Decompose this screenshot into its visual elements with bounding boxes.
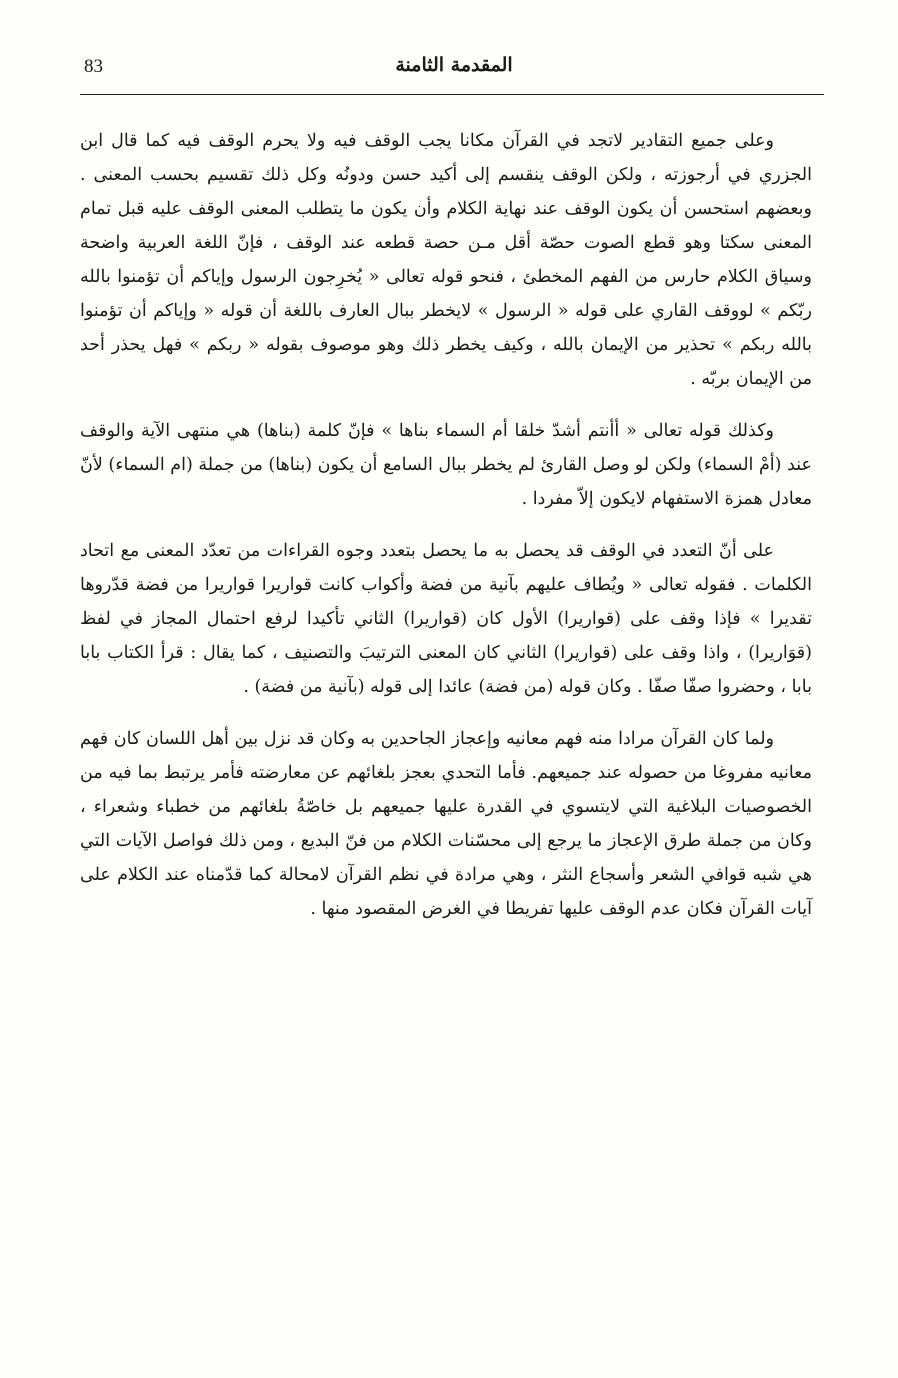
running-title: المقدمة الثامنة bbox=[395, 54, 513, 76]
header-rule bbox=[80, 94, 824, 95]
paragraph-3: على أنّ التعدد في الوقف قد يحصل به ما يحصل بتعدد وجوه القراءات من تعدّد المعنى مع اتحاد الكلمات . فقوله تعالى « ويُطاف عليهم بآنية من فضة وأكواب كانت قواريرا قواريرا من فضة قدّروها تقديرا » فإذا وقف على (قواريرا) الأول كان (قواريرا) الثاني تأكيدا لرفع احتمال المجاز في لفظ (قوَاريرا) ، واذا وقف على (قواريرا) الثاني كان المعنى الترتيبَ والتصنيف ، كما يقال : قرأ الكتاب بابا بابا ، وحضروا صفّا صفّا . وكان قوله (من فضة) عائدا إلى قوله (بآنية من فضة) . bbox=[80, 541, 812, 697]
page-header bbox=[84, 52, 824, 94]
page-number: 83 bbox=[84, 56, 103, 77]
text-body bbox=[80, 124, 812, 944]
paragraph-1: وعلى جميع التقادير لاتجد في القرآن مكانا يجب الوقف فيه ولا يحرم الوقف فيه كما قال ابن الجزري في أرجوزته ، ولكن الوقف ينقسم إلى أكيد حسن ودونُه وكل ذلك تقسيم بحسب المعنى . وبعضهم استحسن أن يكون الوقف عند نهاية الكلام وأن يكون ما يتطلب المعنى الوقف عليه قبل تمام المعنى سكتا وهو قطع الصوت حصّة أقل مـن حصة قطعه عند الوقف ، فإنّ اللغة العربية واضحة وسياق الكلام حارس من الفهم المخطئ ، فنحو قوله تعالى « يُخرِجون الرسول وإياكم أن تؤمنوا بالله ربّكم » لووقف القاري على قوله « الرسول » لايخطر ببال العارف باللغة أن قوله « وإياكم أن تؤمنوا بالله ربكم » تحذير من الإيمان بالله ، وكيف يخطر ذلك وهو موصوف بقوله « ربكم » فهل يحذر أحد من الإيمان بربّه . bbox=[80, 131, 812, 389]
paragraph-2: وكذلك قوله تعالى « أأنتم أشدّ خلقا أم السماء بناها » فإنّ كلمة (بناها) هي منتهى الآية والوقف عند (أمْ السماء) ولكن لو وصل القارئ لم يخطر ببال السامع أن يكون (بناها) من جملة (ام السماء) لأنّ معادل همزة الاستفهام لايكون إلاّ مفردا . bbox=[80, 421, 812, 509]
paragraph-4: ولما كان القرآن مرادا منه فهم معانيه وإعجاز الجاحدين به وكان قد نزل بين أهل اللسان كان فهم معانيه مفروغا من حصوله عند جميعهم. فأما التحدي بعجز بلغائهم عن معارضته فأمر يرتبط بما فيه من الخصوصيات البلاغية التي لايتسوي في القدرة عليها جميعهم بل خاصّةُ بلغائهم من خطباء وشعراء ، وكان من جملة طرق الإعجاز ما يرجع إلى محسّنات الكلام من فنّ البديع ، ومن ذلك فواصل الآيات التي هي شبه قوافي الشعر وأسجاع النثر ، وهي مرادة في نظم القرآن لامحالة كما قدّمناه عند الكلام على آيات القرآن فكان عدم الوقف عليها تفريطا في الغرض المقصود منها . bbox=[80, 729, 812, 919]
